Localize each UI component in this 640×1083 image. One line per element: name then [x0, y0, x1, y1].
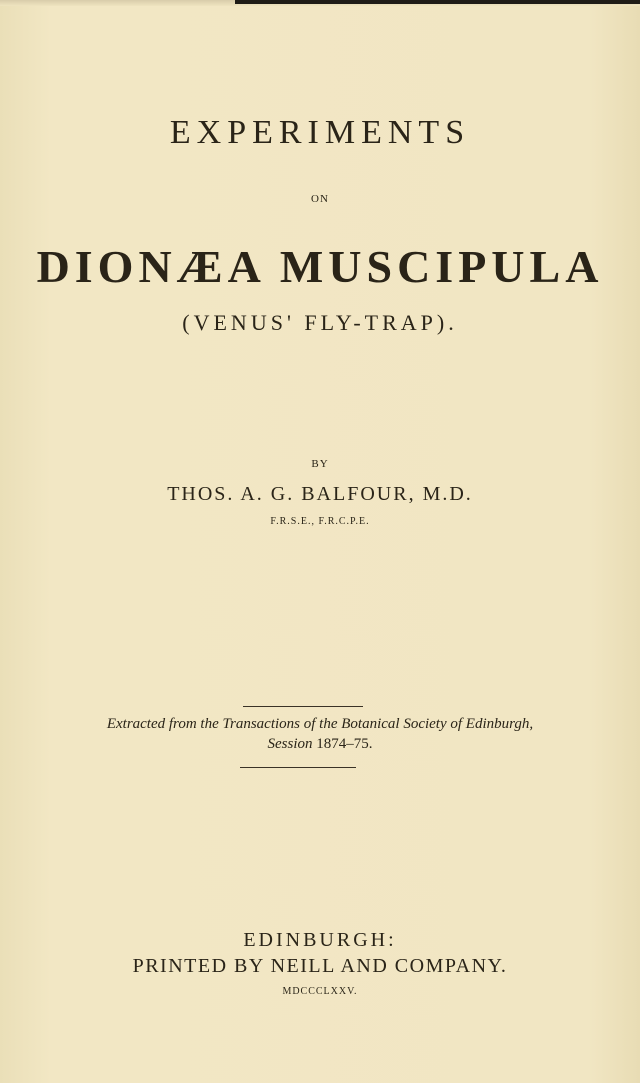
imprint-city: EDINBURGH: — [243, 929, 397, 951]
imprint-printer: PRINTED BY NEILL AND COMPANY. — [132, 955, 508, 977]
divider-bottom — [240, 767, 356, 768]
imprint-year: MDCCCLXXV. — [282, 986, 358, 997]
author-credentials: F.R.S.E., F.R.C.P.E. — [270, 516, 370, 527]
session-label: Session — [267, 736, 313, 752]
binding-strip — [235, 0, 640, 4]
divider-top — [243, 706, 363, 707]
title-line-2: DIONÆA MUSCIPULA — [36, 241, 604, 292]
by-label: BY — [311, 458, 329, 470]
title-connector: ON — [311, 193, 329, 205]
subtitle: (VENUS' FLY-TRAP). — [182, 310, 458, 335]
session-years: 1874–75. — [316, 736, 373, 752]
title-line-1: EXPERIMENTS — [169, 114, 471, 151]
session-note — [0, 736, 640, 753]
author-name: THOS. A. G. BALFOUR, M.D. — [167, 483, 473, 505]
extract-note: Extracted from the Transactions of the Botanical Society of Edinburgh, — [106, 716, 534, 732]
